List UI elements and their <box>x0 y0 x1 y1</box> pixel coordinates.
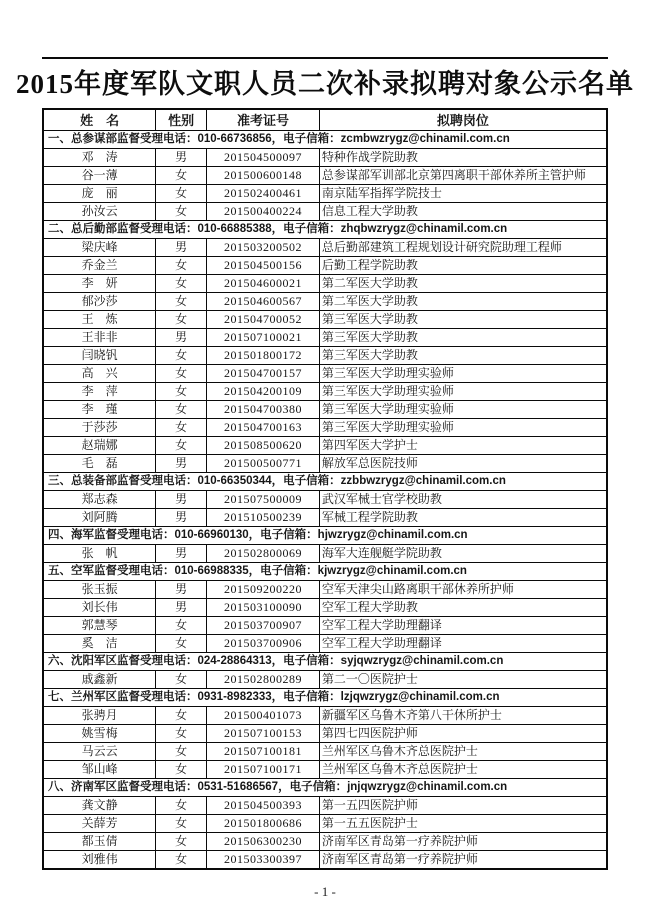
name-cell: 庞 丽 <box>43 185 156 203</box>
exam-id-cell: 201506300230 <box>207 833 320 851</box>
gender-cell: 男 <box>156 545 207 563</box>
exam-id-cell: 201500600148 <box>207 167 320 185</box>
position-cell: 第一五五医院护士 <box>319 815 607 833</box>
column-header-name: 姓 名 <box>43 109 156 131</box>
position-cell: 南京陆军指挥学院技士 <box>319 185 607 203</box>
name-cell: 马云云 <box>43 743 156 761</box>
exam-id-cell: 201504500156 <box>207 257 320 275</box>
position-cell: 特种作战学院助教 <box>319 149 607 167</box>
section-header: 三、总装备部监督受理电话：010-66350344，电子信箱：zzbbwzrygz@chinamil.com.cn <box>43 473 607 491</box>
table-row <box>43 275 607 293</box>
name-cell: 关薛芳 <box>43 815 156 833</box>
position-cell: 军械工程学院助教 <box>319 509 607 527</box>
gender-cell: 女 <box>156 833 207 851</box>
position-cell: 第三军医大学助理实验师 <box>319 401 607 419</box>
name-cell: 刘阿腾 <box>43 509 156 527</box>
exam-id-cell: 201500401073 <box>207 707 320 725</box>
position-cell: 空军天津尖山路离职干部休养所护师 <box>319 581 607 599</box>
name-cell: 刘雅伟 <box>43 851 156 870</box>
table-row <box>43 311 607 329</box>
table-row <box>43 167 607 185</box>
table-row <box>43 329 607 347</box>
column-header-position: 拟聘岗位 <box>319 109 607 131</box>
name-cell: 张玉振 <box>43 581 156 599</box>
name-cell: 戚鑫新 <box>43 671 156 689</box>
name-cell: 李 妍 <box>43 275 156 293</box>
exam-id-cell: 201510500239 <box>207 509 320 527</box>
exam-id-cell: 201509200220 <box>207 581 320 599</box>
table-row <box>43 599 607 617</box>
exam-id-cell: 201504700163 <box>207 419 320 437</box>
table-row <box>43 635 607 653</box>
name-cell: 梁庆峰 <box>43 239 156 257</box>
section-header-row <box>43 527 607 545</box>
table-row <box>43 797 607 815</box>
table-row <box>43 347 607 365</box>
column-header-gender: 性别 <box>156 109 207 131</box>
exam-id-cell: 201507100021 <box>207 329 320 347</box>
table-row <box>43 833 607 851</box>
gender-cell: 女 <box>156 293 207 311</box>
position-cell: 济南军区青岛第一疗养院护师 <box>319 851 607 870</box>
section-header-row <box>43 473 607 491</box>
table-row <box>43 185 607 203</box>
position-cell: 海军大连舰艇学院助教 <box>319 545 607 563</box>
table-row <box>43 545 607 563</box>
gender-cell: 男 <box>156 329 207 347</box>
name-cell: 张 帆 <box>43 545 156 563</box>
table-row <box>43 203 607 221</box>
name-cell: 孙汝云 <box>43 203 156 221</box>
exam-id-cell: 201500400224 <box>207 203 320 221</box>
gender-cell: 男 <box>156 581 207 599</box>
position-cell: 第四军医大学护士 <box>319 437 607 455</box>
table-header-row <box>43 109 607 131</box>
gender-cell: 女 <box>156 257 207 275</box>
gender-cell: 女 <box>156 851 207 870</box>
table-row <box>43 671 607 689</box>
section-header: 六、沈阳军区监督受理电话：024-28864313，电子信箱：syjqwzrygz@chinamil.com.cn <box>43 653 607 671</box>
gender-cell: 女 <box>156 725 207 743</box>
position-cell: 兰州军区乌鲁木齐总医院护士 <box>319 761 607 779</box>
name-cell: 王 炼 <box>43 311 156 329</box>
table-row <box>43 509 607 527</box>
section-header: 四、海军监督受理电话：010-66960130，电子信箱：hjwzrygz@chinamil.com.cn <box>43 527 607 545</box>
name-cell: 邹山峰 <box>43 761 156 779</box>
table-row <box>43 743 607 761</box>
gender-cell: 女 <box>156 203 207 221</box>
gender-cell: 男 <box>156 149 207 167</box>
position-cell: 空军工程大学助理翻译 <box>319 617 607 635</box>
position-cell: 空军工程大学助教 <box>319 599 607 617</box>
position-cell: 总后勤部建筑工程规划设计研究院助理工程师 <box>319 239 607 257</box>
horizontal-rule <box>42 57 608 59</box>
name-cell: 张骋月 <box>43 707 156 725</box>
gender-cell: 女 <box>156 401 207 419</box>
exam-id-cell: 201504600567 <box>207 293 320 311</box>
name-cell: 郭慧琴 <box>43 617 156 635</box>
position-cell: 信息工程大学助教 <box>319 203 607 221</box>
name-cell: 郁沙莎 <box>43 293 156 311</box>
exam-id-cell: 201504700157 <box>207 365 320 383</box>
name-cell: 奚 洁 <box>43 635 156 653</box>
table-row <box>43 725 607 743</box>
table-row <box>43 707 607 725</box>
exam-id-cell: 201507100153 <box>207 725 320 743</box>
gender-cell: 女 <box>156 419 207 437</box>
table-row <box>43 401 607 419</box>
exam-id-cell: 201502400461 <box>207 185 320 203</box>
section-header: 一、总参谋部监督受理电话：010-66736856，电子信箱：zcmbwzrygz@chinamil.com.cn <box>43 131 607 149</box>
position-cell: 第二军医大学助教 <box>319 293 607 311</box>
name-cell: 谷一薄 <box>43 167 156 185</box>
name-cell: 姚雪梅 <box>43 725 156 743</box>
table-row <box>43 149 607 167</box>
section-header: 八、济南军区监督受理电话：0531-51686567，电子信箱：jnjqwzrygz@chinamil.com.cn <box>43 779 607 797</box>
gender-cell: 女 <box>156 383 207 401</box>
table-row <box>43 455 607 473</box>
exam-id-cell: 201503700906 <box>207 635 320 653</box>
gender-cell: 女 <box>156 275 207 293</box>
position-cell: 空军工程大学助理翻译 <box>319 635 607 653</box>
name-cell: 王非非 <box>43 329 156 347</box>
exam-id-cell: 201504500393 <box>207 797 320 815</box>
exam-id-cell: 201507500009 <box>207 491 320 509</box>
name-cell: 赵瑞娜 <box>43 437 156 455</box>
exam-id-cell: 201508500620 <box>207 437 320 455</box>
exam-id-cell: 201502800069 <box>207 545 320 563</box>
position-cell: 总参谋部军训部北京第四离职干部休养所主管护师 <box>319 167 607 185</box>
table-row <box>43 815 607 833</box>
table-row <box>43 365 607 383</box>
gender-cell: 女 <box>156 365 207 383</box>
gender-cell: 女 <box>156 185 207 203</box>
name-cell: 高 兴 <box>43 365 156 383</box>
exam-id-cell: 201504500097 <box>207 149 320 167</box>
position-cell: 新疆军区乌鲁木齐第八干休所护士 <box>319 707 607 725</box>
name-cell: 李 瑾 <box>43 401 156 419</box>
name-cell: 毛 磊 <box>43 455 156 473</box>
column-header-exam-id: 准考证号 <box>207 109 320 131</box>
position-cell: 第三军医大学助教 <box>319 311 607 329</box>
table-row <box>43 491 607 509</box>
section-header-row <box>43 221 607 239</box>
name-cell: 闫晓钒 <box>43 347 156 365</box>
table-row <box>43 581 607 599</box>
position-cell: 兰州军区乌鲁木齐总医院护士 <box>319 743 607 761</box>
section-header-row <box>43 653 607 671</box>
exam-id-cell: 201501800686 <box>207 815 320 833</box>
position-cell: 第三军医大学助理实验师 <box>319 383 607 401</box>
table-row <box>43 437 607 455</box>
exam-id-cell: 201504700052 <box>207 311 320 329</box>
candidates-table <box>42 108 608 870</box>
gender-cell: 女 <box>156 743 207 761</box>
name-cell: 郑志森 <box>43 491 156 509</box>
exam-id-cell: 201504200109 <box>207 383 320 401</box>
section-header-row <box>43 563 607 581</box>
table-row <box>43 851 607 870</box>
section-header-row <box>43 131 607 149</box>
position-cell: 第三军医大学助理实验师 <box>319 365 607 383</box>
table-row <box>43 293 607 311</box>
section-header-row <box>43 689 607 707</box>
section-header: 二、总后勤部监督受理电话：010-66885388，电子信箱：zhqbwzrygz@chinamil.com.cn <box>43 221 607 239</box>
exam-id-cell: 201503200502 <box>207 239 320 257</box>
exam-id-cell: 201502800289 <box>207 671 320 689</box>
name-cell: 都玉倩 <box>43 833 156 851</box>
position-cell: 第一五四医院护师 <box>319 797 607 815</box>
page-title: 2015年度军队文职人员二次补录拟聘对象公示名单 <box>16 69 634 99</box>
table-row <box>43 761 607 779</box>
gender-cell: 女 <box>156 797 207 815</box>
gender-cell: 男 <box>156 239 207 257</box>
gender-cell: 女 <box>156 761 207 779</box>
section-header-row <box>43 779 607 797</box>
section-header: 五、空军监督受理电话：010-66988335，电子信箱：kjwzrygz@chinamil.com.cn <box>43 563 607 581</box>
section-header: 七、兰州军区监督受理电话：0931-8982333，电子信箱：lzjqwzrygz@chinamil.com.cn <box>43 689 607 707</box>
position-cell: 济南军区青岛第一疗养院护师 <box>319 833 607 851</box>
gender-cell: 男 <box>156 599 207 617</box>
exam-id-cell: 201504600021 <box>207 275 320 293</box>
gender-cell: 女 <box>156 635 207 653</box>
name-cell: 龚文静 <box>43 797 156 815</box>
name-cell: 刘长伟 <box>43 599 156 617</box>
exam-id-cell: 201504700380 <box>207 401 320 419</box>
name-cell: 乔金兰 <box>43 257 156 275</box>
gender-cell: 女 <box>156 815 207 833</box>
exam-id-cell: 201501800172 <box>207 347 320 365</box>
table-row <box>43 419 607 437</box>
position-cell: 第三军医大学助教 <box>319 347 607 365</box>
table-row <box>43 617 607 635</box>
gender-cell: 女 <box>156 617 207 635</box>
name-cell: 邓 涛 <box>43 149 156 167</box>
position-cell: 第三军医大学助理实验师 <box>319 419 607 437</box>
exam-id-cell: 201507100181 <box>207 743 320 761</box>
table-row <box>43 239 607 257</box>
gender-cell: 女 <box>156 671 207 689</box>
page-number: - 1 - <box>314 884 336 899</box>
position-cell: 武汉军械士官学校助教 <box>319 491 607 509</box>
table-row <box>43 383 607 401</box>
gender-cell: 女 <box>156 311 207 329</box>
gender-cell: 女 <box>156 437 207 455</box>
gender-cell: 女 <box>156 347 207 365</box>
name-cell: 李 萍 <box>43 383 156 401</box>
position-cell: 后勤工程学院助教 <box>319 257 607 275</box>
name-cell: 于莎莎 <box>43 419 156 437</box>
exam-id-cell: 201503300397 <box>207 851 320 870</box>
exam-id-cell: 201503700907 <box>207 617 320 635</box>
gender-cell: 男 <box>156 491 207 509</box>
exam-id-cell: 201500500771 <box>207 455 320 473</box>
gender-cell: 女 <box>156 167 207 185</box>
position-cell: 第四七四医院护师 <box>319 725 607 743</box>
position-cell: 第三军医大学助教 <box>319 329 607 347</box>
exam-id-cell: 201503100090 <box>207 599 320 617</box>
position-cell: 解放军总医院技师 <box>319 455 607 473</box>
gender-cell: 男 <box>156 509 207 527</box>
table-row <box>43 257 607 275</box>
position-cell: 第二军医大学助教 <box>319 275 607 293</box>
exam-id-cell: 201507100171 <box>207 761 320 779</box>
position-cell: 第二一〇医院护士 <box>319 671 607 689</box>
gender-cell: 女 <box>156 707 207 725</box>
gender-cell: 男 <box>156 455 207 473</box>
